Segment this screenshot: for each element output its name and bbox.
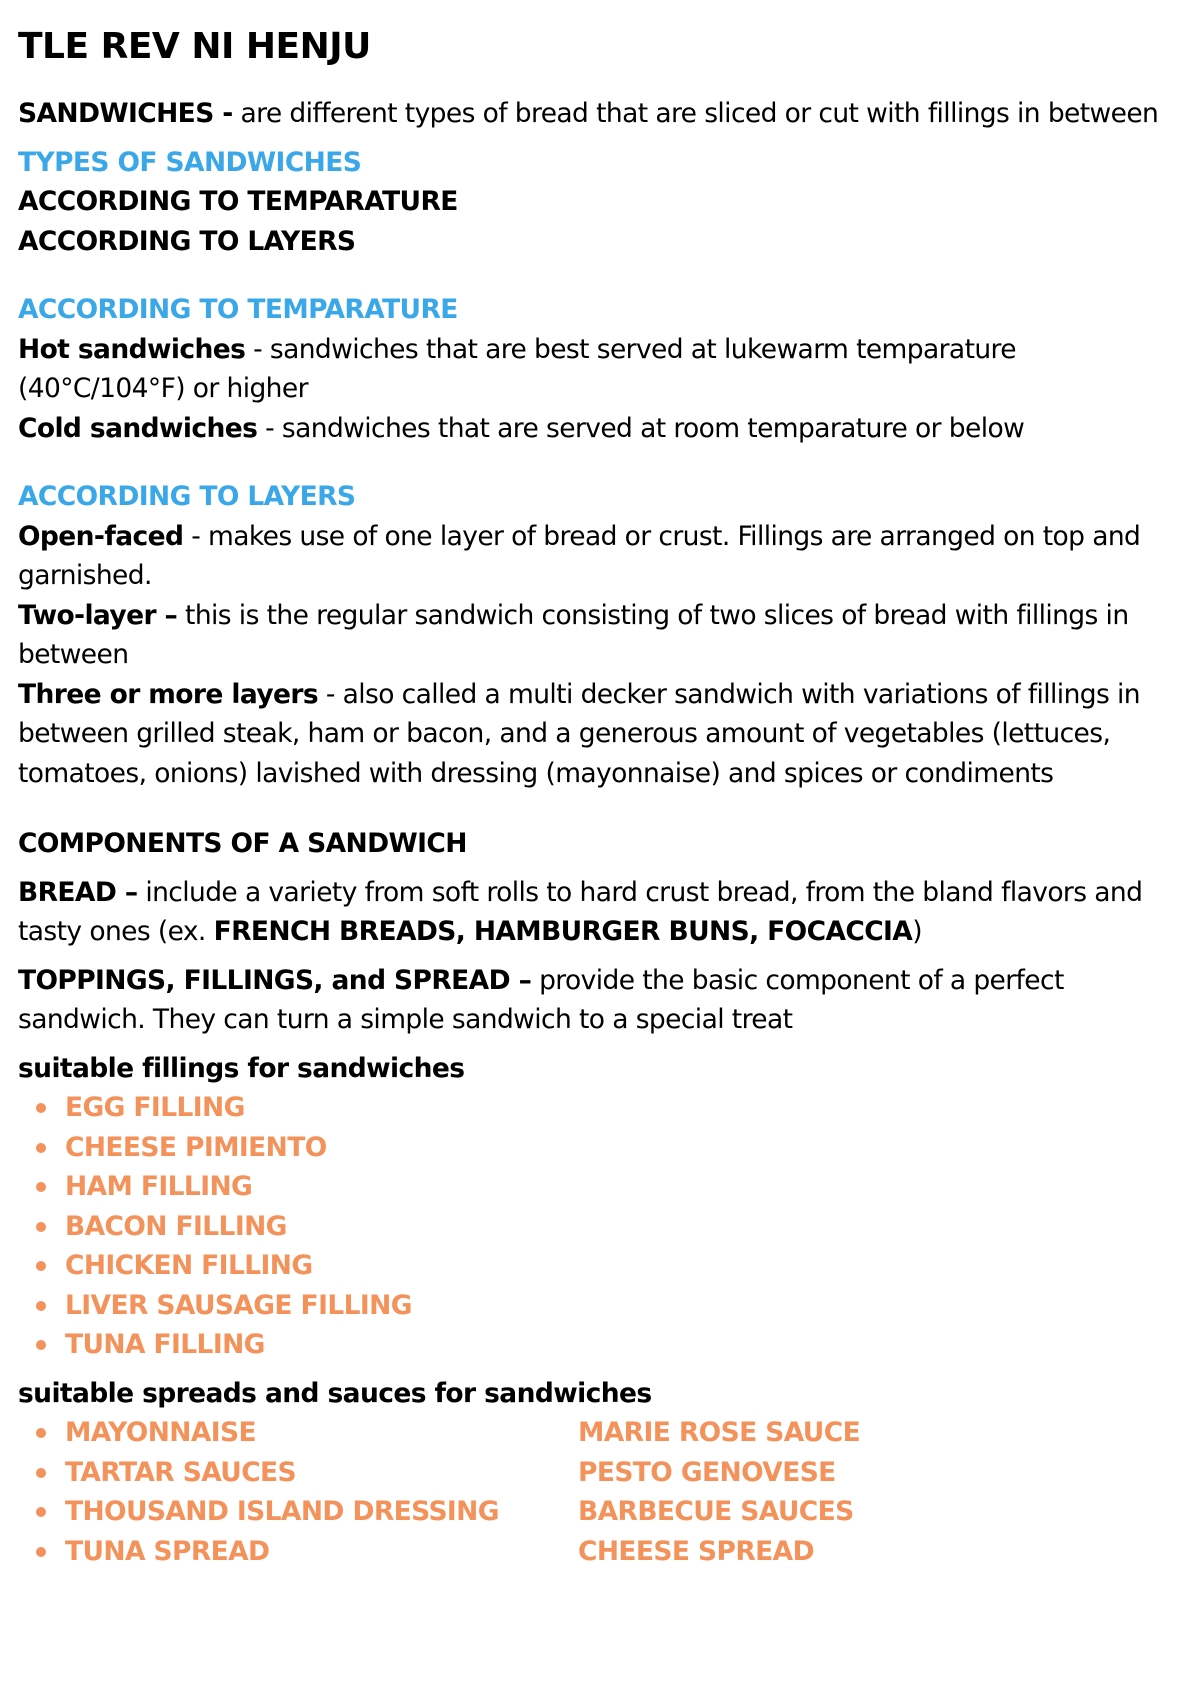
- entry-text: - sandwiches that are best served at lukewarm temparature (40°C/104°F) or higher: [18, 333, 1016, 404]
- toppings-term: TOPPINGS, FILLINGS, and SPREAD –: [18, 964, 532, 996]
- entry-term: Hot sandwiches: [18, 333, 246, 365]
- bullet-icon: [36, 1222, 46, 1232]
- bullet-icon: [36, 1301, 46, 1311]
- list-item: [18, 1413, 578, 1453]
- list-item-label: HAM FILLING: [65, 1171, 253, 1202]
- list-item: CHEESE SPREAD: [578, 1535, 814, 1567]
- spreads-right-column: [578, 1413, 1138, 1571]
- spreads-heading: suitable spreads and sauces for sandwiches: [18, 1377, 652, 1409]
- bread-close: ): [912, 916, 922, 947]
- intro-paragraph: [18, 94, 1182, 134]
- bullet-icon: [36, 1143, 46, 1153]
- list-item-label: TUNA FILLING: [65, 1329, 265, 1360]
- temperature-entry-hot: [18, 330, 1182, 409]
- bullet-icon: [36, 1261, 46, 1271]
- bullet-icon: [36, 1468, 46, 1478]
- list-item-label: LIVER SAUSAGE FILLING: [65, 1289, 412, 1321]
- list-item: [18, 1246, 1182, 1286]
- components-toppings: [18, 961, 1182, 1040]
- components-bread: [18, 873, 1182, 952]
- layers-entry-three-layers: [18, 675, 1182, 794]
- document-page: [18, 22, 1182, 1571]
- list-item-label: THOUSAND ISLAND DRESSING: [65, 1496, 499, 1527]
- list-item-label: TARTAR SAUCES: [65, 1456, 297, 1488]
- list-item-label: MAYONNAISE: [65, 1417, 257, 1448]
- intro-term: SANDWICHES -: [18, 98, 233, 129]
- temperature-entry-cold: [18, 409, 1182, 449]
- bullet-icon: [36, 1507, 46, 1517]
- bullet-icon: [36, 1547, 46, 1557]
- entry-term: Cold sandwiches: [18, 412, 258, 444]
- layers-heading: ACCORDING TO LAYERS: [18, 481, 356, 512]
- entry-text: this is the regular sandwich consisting of two slices of bread with fillings in between: [18, 599, 1129, 670]
- bread-text: include a variety from soft rolls to hard crust bread, from the bland flavors and tasty ones (ex.: [18, 876, 1143, 947]
- fillings-heading: suitable fillings for sandwiches: [18, 1052, 465, 1084]
- bullet-icon: [36, 1182, 46, 1192]
- layers-entry-two-layer: [18, 596, 1182, 675]
- intro-text: are different types of bread that are sliced or cut with fillings in between: [232, 98, 1159, 129]
- spreads-columns: [18, 1413, 1182, 1571]
- entry-term: Open-faced: [18, 520, 184, 552]
- list-item-label: CHEESE PIMIENTO: [65, 1131, 327, 1163]
- list-item: [18, 1207, 1182, 1247]
- types-item: ACCORDING TO LAYERS: [18, 225, 356, 257]
- temperature-heading: ACCORDING TO TEMPARATURE: [18, 294, 458, 325]
- list-item: BARBECUE SAUCES: [578, 1496, 854, 1527]
- bread-examples: FRENCH BREADS, HAMBURGER BUNS, FOCACCIA: [213, 916, 913, 947]
- list-item-label: EGG FILLING: [65, 1092, 245, 1123]
- list-item: MARIE ROSE SAUCE: [578, 1417, 861, 1448]
- toppings-text: provide the basic component of a perfect sandwich. They can turn a simple sandwich to a special treat: [18, 964, 1064, 1035]
- list-item: [18, 1453, 578, 1493]
- list-item-label: TUNA SPREAD: [65, 1535, 270, 1567]
- components-heading: COMPONENTS OF A SANDWICH: [18, 828, 467, 859]
- entry-text: - makes use of one layer of bread or crust. Fillings are arranged on top and garnished.: [18, 520, 1141, 591]
- spreads-left-column: [18, 1413, 578, 1571]
- entry-text: - also called a multi decker sandwich with variations of fillings in between grilled steak, ham or bacon, and a generous amount of vegetables (lettuces, tomatoes, onions) lavished with dressing (mayonnaise) and spices or condiments: [18, 678, 1140, 789]
- list-item: [18, 1088, 1182, 1128]
- entry-term: Two-layer –: [18, 599, 178, 631]
- list-item: PESTO GENOVESE: [578, 1456, 836, 1488]
- list-item-label: BACON FILLING: [65, 1210, 287, 1242]
- bullet-icon: [36, 1428, 46, 1438]
- list-item: [18, 1492, 578, 1532]
- list-item: [18, 1532, 578, 1572]
- layers-entry-open-faced: [18, 517, 1182, 596]
- entry-term: Three or more layers: [18, 678, 319, 710]
- entry-text: - sandwiches that are served at room temparature or below: [257, 412, 1025, 444]
- list-item: [18, 1128, 1182, 1168]
- types-item: ACCORDING TO TEMPARATURE: [18, 186, 458, 217]
- list-item: [18, 1286, 1182, 1326]
- list-item-label: CHICKEN FILLING: [65, 1250, 313, 1281]
- bullet-icon: [36, 1340, 46, 1350]
- document-title: TLE REV NI HENJU: [18, 26, 371, 67]
- bread-term: BREAD –: [18, 876, 138, 908]
- list-item: [18, 1325, 1182, 1365]
- types-heading: TYPES OF SANDWICHES: [18, 146, 362, 178]
- bullet-icon: [36, 1103, 46, 1113]
- fillings-list: [18, 1088, 1182, 1365]
- list-item: [18, 1167, 1182, 1207]
